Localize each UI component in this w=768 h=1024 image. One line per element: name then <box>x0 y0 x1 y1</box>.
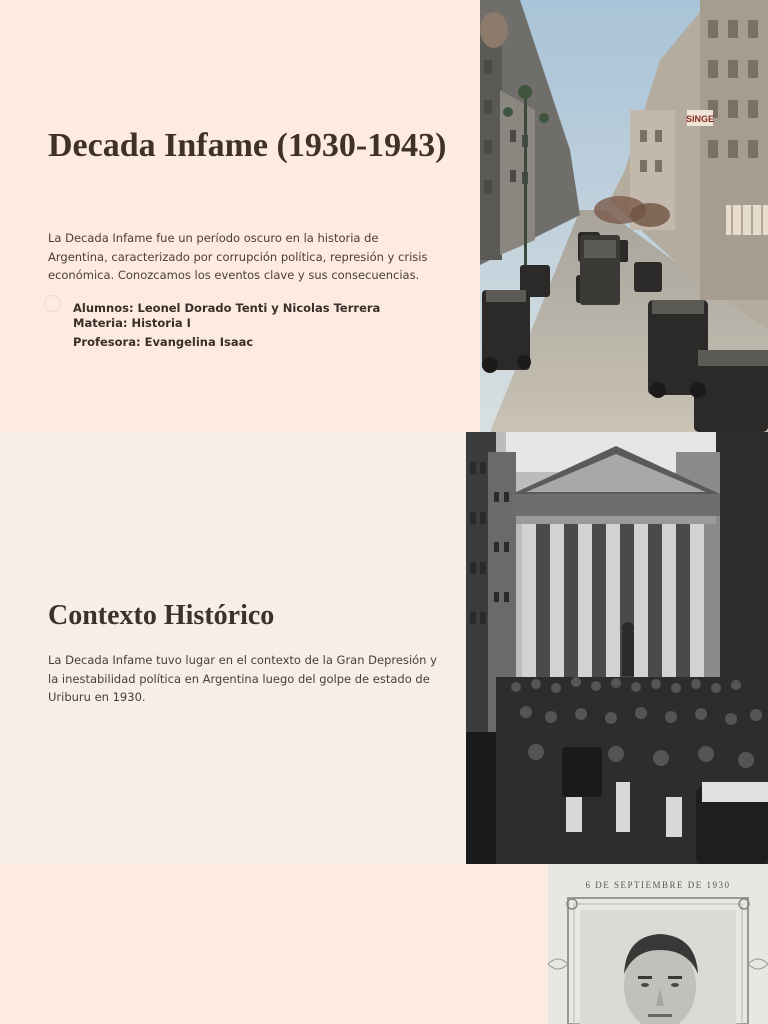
slide-context-text: La Decada Infame tuvo lugar en el contexto de la Gran Depresión y la inestabilidad política en Argentina luego del golpe de estado de Uriburu en 1930. <box>48 653 437 704</box>
street-photo <box>480 0 768 432</box>
portrait-photo <box>548 864 768 1024</box>
credit-students: Alumnos: Leonel Dorado Tenti y Nicolas Terrera <box>73 301 381 315</box>
slide-title-heading: Decada Infame (1930-1943) <box>48 127 447 164</box>
slide-intro-text: La Decada Infame fue un período oscuro en la historia de Argentina, caracterizado por corrupción política, represión y crisis económica. Conozcamos los eventos clave y sus consecuencias. <box>48 231 428 282</box>
shop-sign: SINGE <box>685 114 715 124</box>
bullet-circle-icon <box>44 295 61 312</box>
credit-teacher: Profesora: Evangelina Isaac <box>73 335 254 349</box>
credit-subject: Materia: Historia I <box>73 316 191 330</box>
slide-title <box>0 0 768 432</box>
slide-context-heading: Contexto Histórico <box>48 600 275 631</box>
portrait-caption: 6 DE SEPTIEMBRE DE 1930 <box>585 880 731 890</box>
crowd-photo <box>466 432 768 864</box>
slide-context <box>0 432 768 864</box>
slide-coup <box>0 864 768 1024</box>
